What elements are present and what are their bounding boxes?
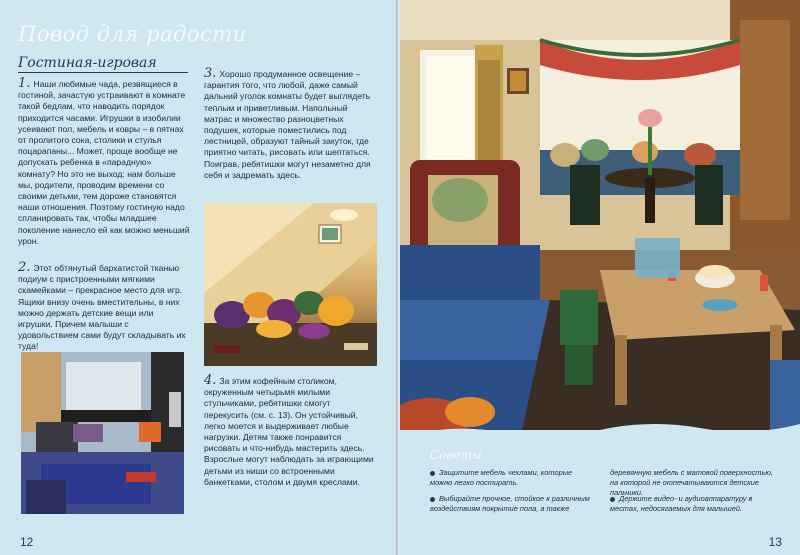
paragraph-1-number: 1.	[18, 76, 31, 91]
paragraph-4	[204, 375, 376, 488]
paragraph-3-text: Хорошо продуманное освещение – гарантия того, что любой, даже самый дальний уголок комнаты будет выглядеть теплым и приветливым. Напольный матрас и множество разноцветных подушек, которые поместились под лестницей, образуют тайный закуток, где приятно читать, рисовать или шептаться. Поиграв, ребятишки могут незаметно для себя и задремать здесь.	[204, 69, 371, 180]
paragraph-4-number: 4.	[204, 373, 217, 388]
tip-text: Защитите мебель чехлами, которые можно легко постирать.	[430, 468, 573, 487]
tip-item	[430, 468, 590, 488]
bullet-icon	[430, 497, 435, 502]
living-room-illustration	[400, 0, 800, 440]
tip-item	[610, 494, 780, 514]
paragraph-3-number: 3.	[204, 66, 217, 81]
under-stairs-nook-photo	[204, 203, 377, 366]
loft-play-area-photo	[21, 352, 184, 514]
bullet-icon	[610, 497, 615, 502]
paragraph-2-text: Этот обтянутый бархатистой тканью подиум с пристроенными мягкими скамейками – прекрасное место для игр. Ящики внизу очень вместительны, в них можно держать детские вещи или игрушки. Причем малыши с удовольствием сами будут складывать их туда!	[18, 263, 186, 352]
paragraph-2	[18, 262, 190, 353]
page-number-right: 13	[768, 535, 782, 549]
page-title: Повод для радости	[18, 22, 247, 46]
tip-text: деревянную мебель с матовой поверхностью, на которой не отпечатываются детские пальчики.	[610, 468, 773, 497]
loft-illustration	[21, 352, 184, 514]
tip-text: Выбирайте прочное, стойкое к различным воздействиям покрытие пола, а также	[430, 494, 590, 513]
paragraph-3	[204, 68, 376, 181]
nook-illustration	[204, 203, 377, 366]
bullet-icon	[430, 471, 435, 476]
living-room-photo	[400, 0, 800, 440]
page-number-left: 12	[20, 535, 34, 549]
paragraph-4-text: За этим кофейным столиком, окруженным четырьмя милыми стульчиками, ребятишки смогут перекусить (см. с. 13). Он устойчивый, легко моется и выдерживает любые нагрузки. Детям также понравится рисовать и что-нибудь мастерить здесь. Взрослые могут наблюдать за играющими детьми из ниши со встроенными банкетками, столом и двумя креслами.	[204, 376, 374, 487]
left-page	[0, 0, 398, 555]
paragraph-2-number: 2.	[18, 260, 31, 275]
right-page	[400, 0, 800, 555]
paragraph-1-text: Наши любимые чада, резвящиеся в гостиной, зачастую устраивают в комнате такой бедлам, что наводить порядок приходится часами. Игрушки в изобилии усеивают пол, мебель и ковры – в пятнах от пролитого сока, столики и стулья поцарапаны... Может, проще вообще не допускать ребенка в «парадную» комнату? Но это не выход: нам больше мы, родители, проводим времени со своими детьми, тем дороже становятся наши отношения. Поэтому гостиную надо спланировать так, чтобы младшее поколение нанесло ей как можно меньший урон.	[18, 79, 190, 246]
tips-title: Советы	[430, 448, 482, 462]
tip-item	[430, 494, 590, 514]
section-subtitle: Гостиная-игровая	[18, 55, 157, 71]
subtitle-rule	[18, 72, 188, 73]
tip-text: Держите видео- и аудиоаппаратуру в местах, недосягаемых для малышей.	[610, 494, 753, 513]
paragraph-1	[18, 78, 190, 247]
